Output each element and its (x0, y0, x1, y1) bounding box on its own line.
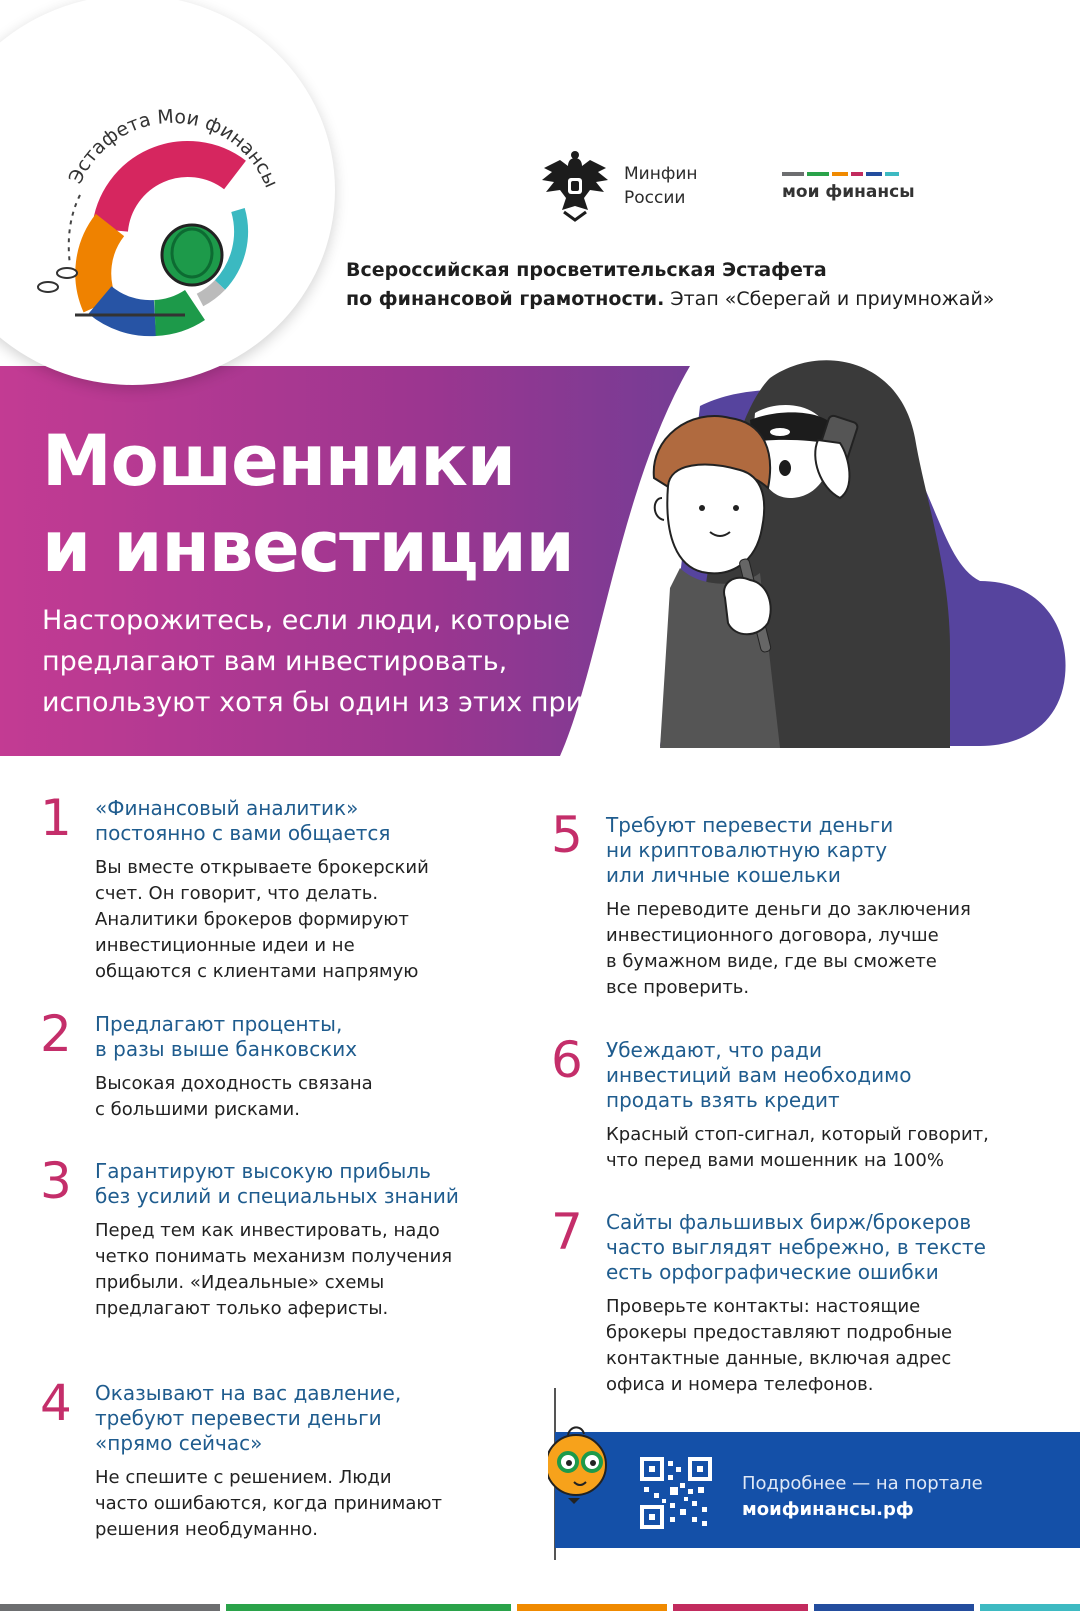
tip-number: 7 (551, 1203, 583, 1261)
tip-heading-line: продать взять кредит (606, 1088, 840, 1112)
tip-number: 3 (40, 1152, 72, 1210)
color-strip-segment (226, 1604, 511, 1611)
tip-heading-line: Гарантируют высокую прибыль (95, 1159, 431, 1183)
tip-number: 1 (40, 789, 72, 847)
tip-body-line: все проверить. (606, 977, 750, 998)
tip-body-line: брокеры предоставляют подробные (606, 1322, 953, 1343)
moi-finansy-bar (885, 172, 899, 176)
tip-heading-line: Требуют перевести деньги (606, 813, 894, 837)
tip-number: 2 (40, 1005, 72, 1063)
banner-lead (42, 600, 742, 723)
moi-finansy-bar (782, 172, 804, 176)
tip-heading-line: Убеждают, что ради (606, 1038, 822, 1062)
scammer-and-boy-illustration (650, 348, 980, 758)
minfin-logo (540, 150, 734, 222)
tip-body-line: инвестиционного договора, лучше (606, 925, 939, 946)
tip-1 (40, 789, 500, 985)
color-strip-segment (980, 1604, 1080, 1611)
color-strip-segment (814, 1604, 974, 1611)
tip-heading (95, 1381, 500, 1456)
lead-line3: используют хотя бы один из этих приемов! (42, 687, 664, 718)
tip-heading (95, 1159, 500, 1209)
relay-subtitle (346, 256, 1066, 314)
moi-finansy-color-bars (782, 172, 915, 176)
coin-mascot-icon (548, 1410, 618, 1520)
tip-body-line: Высокая доходность связана (95, 1073, 373, 1094)
tip-heading-line: Предлагают проценты, (95, 1012, 343, 1036)
tip-body (606, 1122, 1011, 1174)
tip-body-line: Не спешите с решением. Люди (95, 1467, 392, 1488)
tip-number: 5 (551, 806, 583, 864)
portal-link[interactable]: моифинансы.рф (742, 1499, 914, 1520)
tip-body-line: Перед тем как инвестировать, надо (95, 1220, 440, 1241)
tip-heading-line: без усилий и специальных знаний (95, 1184, 459, 1208)
tip-body-line: контактные данные, включая адрес (606, 1348, 952, 1369)
tip-heading-line: ни криптовалютную карту (606, 838, 888, 862)
tip-heading (95, 796, 500, 846)
moi-finansy-bar (832, 172, 848, 176)
tip-heading-line: есть орфографические ошибки (606, 1260, 939, 1284)
tip-body-line: четко понимать механизм получения (95, 1246, 453, 1267)
tip-7 (551, 1203, 1011, 1398)
tip-body-line: офиса и номера телефонов. (606, 1374, 874, 1395)
relay-logo-circle (0, 0, 335, 385)
main-title-line1: Мошенники (42, 420, 515, 502)
tip-body-line: Вы вместе открываете брокерский (95, 857, 429, 878)
main-title-line2: и инвестиции (42, 506, 574, 588)
tip-heading-line: часто выглядят небрежно, в тексте (606, 1235, 986, 1259)
double-eagle-emblem-icon (540, 150, 610, 222)
tip-body-line: что перед вами мошенник на 100% (606, 1150, 944, 1171)
tip-body-line: инвестиционные идеи и не (95, 935, 355, 956)
tip-body-line: Аналитики брокеров формируют (95, 909, 409, 930)
main-title (42, 418, 574, 590)
moi-finansy-label: мои финансы (782, 182, 915, 202)
tip-heading-line: «Финансовый аналитик» (95, 796, 359, 820)
tip-heading-line: инвестиций вам необходимо (606, 1063, 912, 1087)
relay-logo-icon (0, 0, 335, 385)
color-strip-segment (517, 1604, 667, 1611)
tip-2 (40, 1005, 500, 1123)
tip-heading-line: в разы выше банковских (95, 1037, 358, 1061)
tip-body (95, 1465, 500, 1543)
tip-heading-line: Оказывают на вас давление, (95, 1381, 402, 1405)
tip-body-line: счет. Он говорит, что делать. (95, 883, 379, 904)
tip-body-line: решения необдуманно. (95, 1519, 318, 1540)
tip-heading (606, 1038, 1011, 1113)
subtitle-line1: Всероссийская просветительская Эстафета (346, 259, 827, 281)
tip-body-line: Не переводите деньги до заключения (606, 899, 971, 920)
moi-finansy-bar (866, 172, 882, 176)
promo-line1: Подробнее — на портале (742, 1473, 983, 1494)
color-strip-segment (673, 1604, 808, 1611)
tip-body-line: с большими рисками. (95, 1099, 300, 1120)
tip-heading (606, 1210, 1011, 1285)
tip-6 (551, 1031, 1011, 1174)
tip-body (95, 1071, 500, 1123)
tip-heading-line: требуют перевести деньги (95, 1406, 382, 1430)
tip-body-line: в бумажном виде, где вы сможете (606, 951, 937, 972)
moi-finansy-logo (782, 172, 915, 202)
tip-heading (606, 813, 1011, 888)
moi-finansy-bar (851, 172, 863, 176)
tip-body-line: Проверьте контакты: настоящие (606, 1296, 921, 1317)
logo-arc-text: Эстафета Мои финансы (64, 105, 283, 191)
tip-4 (40, 1374, 500, 1543)
promo-text[interactable] (742, 1471, 983, 1523)
tip-heading-line: Сайты фальшивых бирж/брокеров (606, 1210, 972, 1234)
tip-body-line: общаются с клиентами напрямую (95, 961, 419, 982)
lead-line1: Насторожитесь, если люди, которые (42, 605, 571, 636)
tip-body (95, 1218, 500, 1322)
qr-code-icon[interactable] (640, 1457, 712, 1529)
tip-3 (40, 1152, 500, 1322)
tip-number: 4 (40, 1374, 72, 1432)
tip-body (95, 855, 500, 985)
tip-body-line: часто ошибаются, когда принимают (95, 1493, 443, 1514)
tip-body-line: Красный стоп-сигнал, который говорит, (606, 1124, 989, 1145)
moi-finansy-bar (807, 172, 829, 176)
bottom-color-strip (0, 1604, 1080, 1611)
tip-body (606, 897, 1011, 1001)
tip-5 (551, 806, 1011, 1001)
minfin-line1: Минфин (624, 164, 698, 184)
tip-number: 6 (551, 1031, 583, 1089)
color-strip-segment (0, 1604, 220, 1611)
tip-heading-line: или личные кошельки (606, 863, 841, 887)
tip-heading (95, 1012, 500, 1062)
minfin-title (624, 162, 734, 210)
tip-heading-line: постоянно с вами общается (95, 821, 391, 845)
minfin-line2: России (624, 188, 686, 208)
lead-line2: предлагают вам инвестировать, (42, 646, 508, 677)
tip-body-line: прибыли. «Идеальные» схемы (95, 1272, 385, 1293)
tip-body (606, 1294, 1011, 1398)
subtitle-line2-rest: Этап «Сберегай и приумножай» (664, 288, 995, 310)
tip-heading-line: «прямо сейчас» (95, 1431, 263, 1455)
tip-body-line: предлагают только аферисты. (95, 1298, 389, 1319)
subtitle-line2-bold: по финансовой грамотности. (346, 288, 665, 310)
